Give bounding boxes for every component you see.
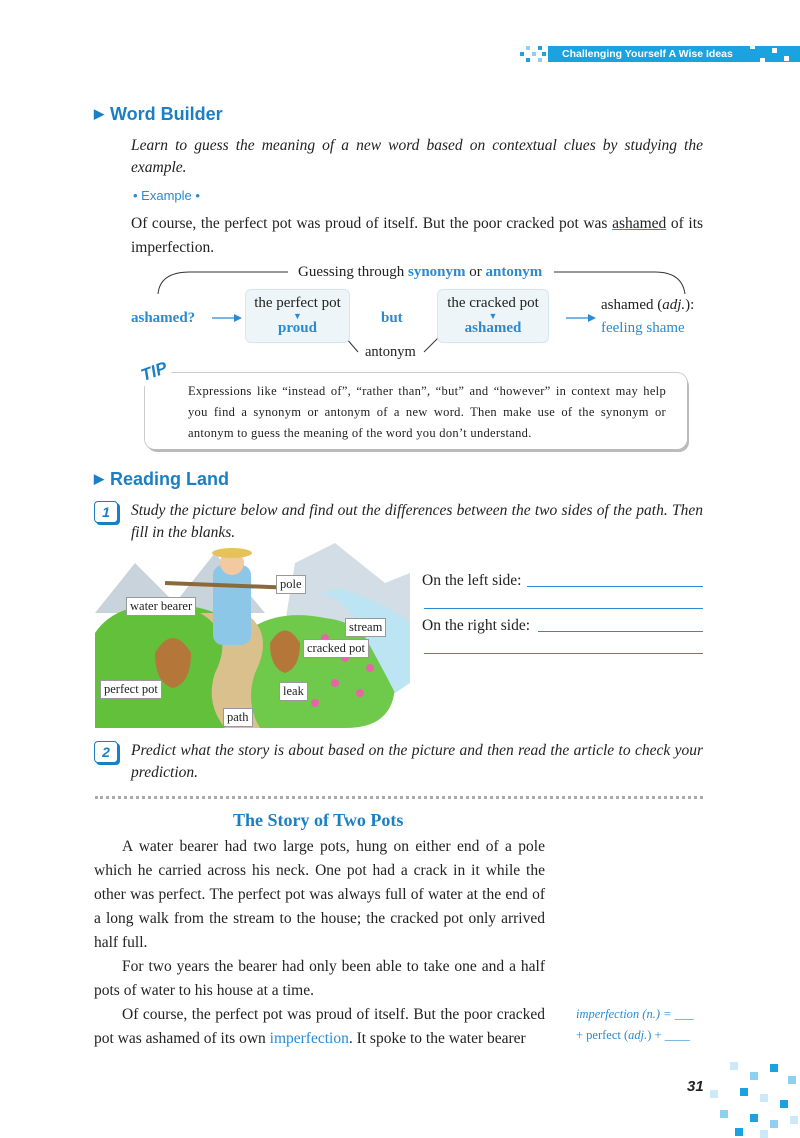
example-label: • Example •	[133, 188, 200, 203]
chapter-header: Challenging Yourself A Wise Ideas	[548, 46, 800, 62]
arrow-down-icon: ▼	[293, 311, 302, 321]
reading-land-heading: ▶ Reading Land	[94, 469, 230, 489]
result-word: ashamed (adj.):	[601, 297, 695, 313]
label-leak: leak	[279, 682, 308, 701]
water-bearer-figure	[213, 565, 251, 645]
perfect-pot-box: the perfect pot ▼ proud	[245, 289, 350, 343]
label-stream: stream	[345, 618, 386, 637]
triangle-icon: ▶	[94, 471, 104, 486]
left-side-blank-1[interactable]	[527, 586, 703, 587]
story-paragraph-1: A water bearer had two large pots, hung on either end of a pole which he carried across his neck. One pot had a crack in it while the other was perfect. The perfect pot was always full of water at the end of a long walk from the stream to the house; the cracked pot only arrived half full.	[94, 838, 545, 951]
result-meaning: feeling shame	[601, 320, 685, 336]
but-word: but	[381, 310, 403, 326]
tip-text: Expressions like “instead of”, “rather than”, “but” and “however” in context may help you find a synonym or antonym of a new word. Then make use of the synonym or antonym to guess the meaning of the word you don’t understand.	[188, 384, 666, 440]
highlighted-word: imperfection	[269, 1030, 349, 1047]
label-perfect-pot: perfect pot	[100, 680, 162, 699]
cracked-pot-box: the cracked pot ▼ ashamed	[437, 289, 549, 343]
task1-instruction: Study the picture below and find out the differences between the two sides of the path. Then fill in the blanks.	[131, 502, 703, 541]
word-builder-heading: ▶ Word Builder	[94, 104, 223, 124]
header-pixel-right-icon	[748, 42, 800, 66]
example-key-word: ashamed	[612, 215, 667, 232]
right-side-blank-2[interactable]	[424, 653, 703, 654]
right-side-label: On the right side:	[422, 617, 531, 634]
task-number-1: 1	[94, 501, 118, 523]
right-side-blank-1[interactable]	[538, 631, 703, 632]
label-water-bearer: water bearer	[126, 597, 196, 616]
left-side-label: On the left side:	[422, 572, 522, 589]
section-divider	[95, 796, 703, 799]
word-note-line-1: imperfection (n.) = ___	[576, 1007, 694, 1021]
story-paragraph-2: For two years the bearer had only been able to take one and a half pots of water to his house at a time.	[94, 958, 545, 999]
arrow-down-icon: ▼	[488, 311, 498, 321]
label-cracked-pot: cracked pot	[303, 639, 369, 658]
task2-instruction: Predict what the story is about based on the picture and then read the article to check your prediction.	[131, 742, 703, 781]
left-side-blank-2[interactable]	[424, 608, 703, 609]
story-title: The Story of Two Pots	[233, 810, 404, 830]
triangle-icon: ▶	[94, 106, 104, 121]
word-builder-instruction: Learn to guess the meaning of a new word based on contextual clues by studying the example.	[131, 137, 703, 176]
story-paragraph-3: Of course, the perfect pot was proud of itself. But the poor cracked pot was ashamed of its own imperfection. It spoke to the water bearer	[94, 1006, 545, 1047]
guess-heading: Guessing through synonym or antonym	[298, 264, 543, 280]
example-sentence: Of course, the perfect pot was proud of itself. But the poor cracked pot was ashamed of its imperfection.	[131, 215, 704, 256]
task-number-2: 2	[94, 741, 118, 763]
question-word: ashamed?	[131, 310, 196, 326]
tip-label: TIP	[136, 357, 173, 387]
word-note-line-2: + perfect (adj.) + ____	[576, 1028, 690, 1042]
corner-pixel-icon	[700, 1060, 800, 1138]
antonym-label: antonym	[365, 344, 416, 360]
label-path: path	[223, 708, 253, 727]
page-number: 31	[687, 1078, 704, 1095]
label-pole: pole	[276, 575, 306, 594]
